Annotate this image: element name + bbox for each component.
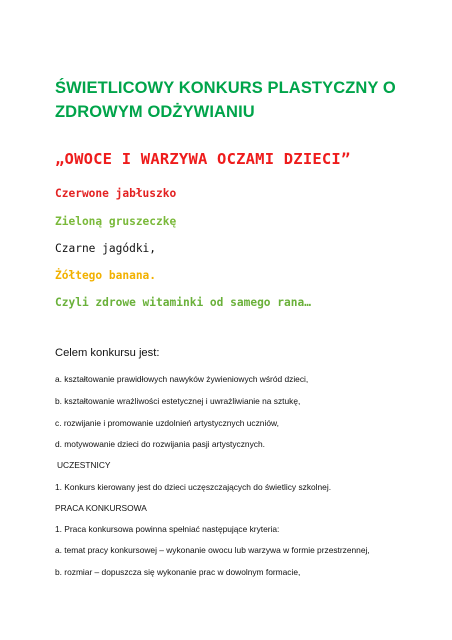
goal-item-a: a. kształtowanie prawidłowych nawyków żywieniowych wśród dzieci, bbox=[55, 374, 309, 384]
poem-line-2: Zieloną gruszeczkę bbox=[55, 215, 177, 228]
goal-item-c: c. rozwijanie i promowanie uzdolnień artystycznych uczniów, bbox=[55, 418, 279, 428]
goal-item-b: b. kształtowanie wrażliwości estetycznej i uwrażliwianie na sztukę, bbox=[55, 396, 301, 406]
poem-line-3: Czarne jagódki, bbox=[55, 242, 157, 255]
poem-line-1: Czerwone jabłuszko bbox=[55, 187, 177, 200]
goal-item-d: d. motywowanie dzieci do rozwijania pasji artystycznych. bbox=[55, 439, 265, 449]
contest-slogan: „OWOCE I WARZYWA OCZAMI DZIECI” bbox=[55, 150, 351, 168]
work-item-a: a. temat pracy konkursowej – wykonanie owocu lub warzywa w formie przestrzennej, bbox=[55, 545, 370, 555]
work-item-b: b. rozmiar – dopuszcza się wykonanie prac w dowolnym formacie, bbox=[55, 567, 301, 577]
goals-heading: Celem konkursu jest: bbox=[55, 347, 160, 359]
poem-line-4: Żółtego banana. bbox=[55, 269, 157, 282]
work-heading: PRACA KONKURSOWA bbox=[55, 503, 147, 513]
participants-item-1: 1. Konkurs kierowany jest do dzieci uczęszczających do świetlicy szkolnej. bbox=[55, 482, 332, 492]
work-item-1: 1. Praca konkursowa powinna spełniać następujące kryteria: bbox=[55, 524, 280, 534]
participants-heading: UCZESTNICY bbox=[57, 460, 111, 470]
document-title: ŚWIETLICOWY KONKURS PLASTYCZNY O ZDROWYM ODŻYWIANIU bbox=[55, 79, 396, 121]
poem-line-5: Czyli zdrowe witaminki od samego rana… bbox=[55, 296, 311, 309]
